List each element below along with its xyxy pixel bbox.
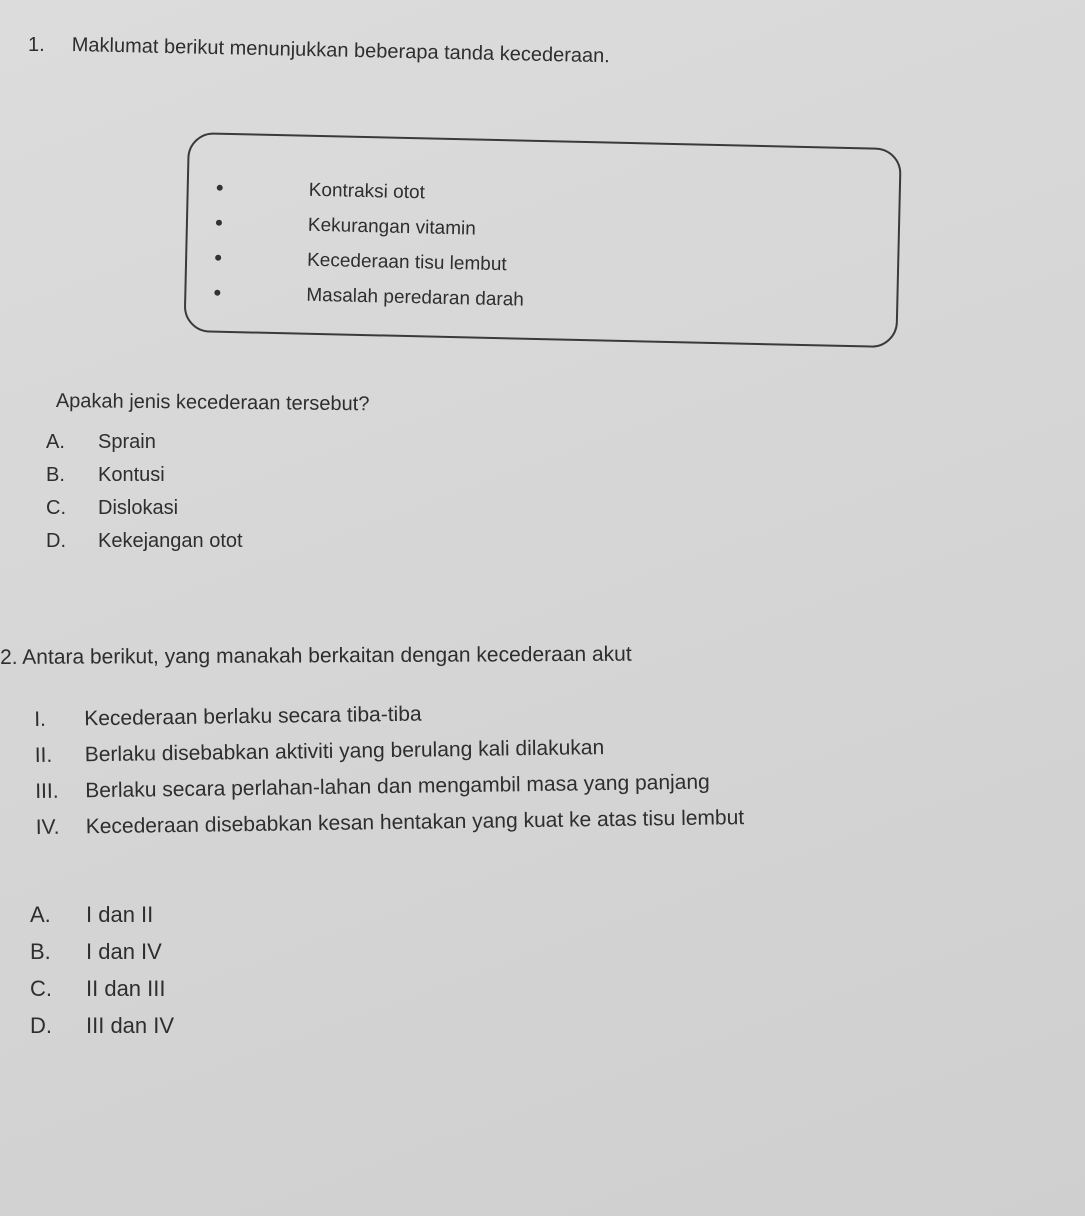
statement-text: Berlaku secara perlahan-lahan dan mengambil masa yang panjang (85, 770, 710, 803)
info-list (214, 171, 525, 311)
question-2-statements (34, 692, 744, 846)
question-2-options (30, 896, 174, 1044)
option-letter: B. (30, 939, 51, 964)
info-box (183, 132, 901, 348)
statement-number: II. (34, 743, 53, 767)
option-text: II dan III (86, 976, 166, 1001)
statement-text: Kecederaan berlaku secara tiba-tiba (84, 702, 422, 731)
option-text: I dan IV (86, 939, 162, 964)
option-a (30, 896, 174, 933)
option-letter: A. (46, 431, 65, 453)
option-text: III dan IV (86, 1013, 175, 1038)
info-item (214, 276, 525, 311)
bullet-icon (215, 255, 221, 261)
question-1-prompt: Apakah jenis kecederaan tersebut? (55, 390, 370, 416)
option-a (46, 426, 243, 459)
option-letter: B. (46, 464, 65, 486)
option-letter: D. (30, 1013, 52, 1038)
bullet-icon (217, 185, 223, 191)
info-item-text: Kecederaan tisu lembut (306, 249, 507, 276)
info-item-text: Masalah peredaran darah (306, 284, 525, 311)
option-text: Sprain (98, 431, 156, 453)
option-text: I dan II (86, 902, 154, 927)
statement-text: Berlaku disebabkan aktiviti yang berulang kali dilakukan (84, 736, 605, 767)
info-item-text: Kontraksi otot (308, 179, 426, 204)
info-item-text: Kekurangan vitamin (307, 214, 477, 240)
statement-number: I. (34, 707, 47, 731)
statement-text: Kecederaan disebabkan kesan hentakan yang kuat ke atas tisu lembut (85, 806, 745, 839)
statement-number: III. (35, 779, 59, 803)
statement-number: IV. (35, 815, 60, 839)
option-d (46, 525, 243, 558)
info-item (215, 241, 507, 276)
question-1-options (46, 426, 243, 558)
option-text: Dislokasi (98, 497, 179, 519)
option-d (30, 1007, 174, 1044)
option-c (46, 492, 243, 525)
option-letter: C. (46, 497, 66, 519)
option-text: Kontusi (98, 464, 165, 486)
bullet-icon (216, 220, 222, 226)
option-letter: C. (30, 976, 52, 1001)
info-item (216, 171, 426, 206)
option-letter: D. (46, 530, 66, 552)
info-item (216, 206, 477, 241)
question-2-stem-text: Antara berikut, yang manakah berkaitan dengan kecederaan akut (22, 642, 632, 669)
bullet-icon (214, 290, 220, 296)
option-b (46, 459, 243, 492)
question-2-stem (0, 643, 632, 670)
question-1-stem: Maklumat berikut menunjukkan beberapa tanda kecederaan. (71, 34, 611, 68)
option-c (30, 970, 174, 1007)
option-letter: A. (30, 902, 51, 927)
option-b (30, 933, 174, 970)
question-2-number: 2. (0, 645, 18, 669)
question-1-number: 1. (28, 34, 45, 56)
option-text: Kekejangan otot (98, 530, 243, 552)
